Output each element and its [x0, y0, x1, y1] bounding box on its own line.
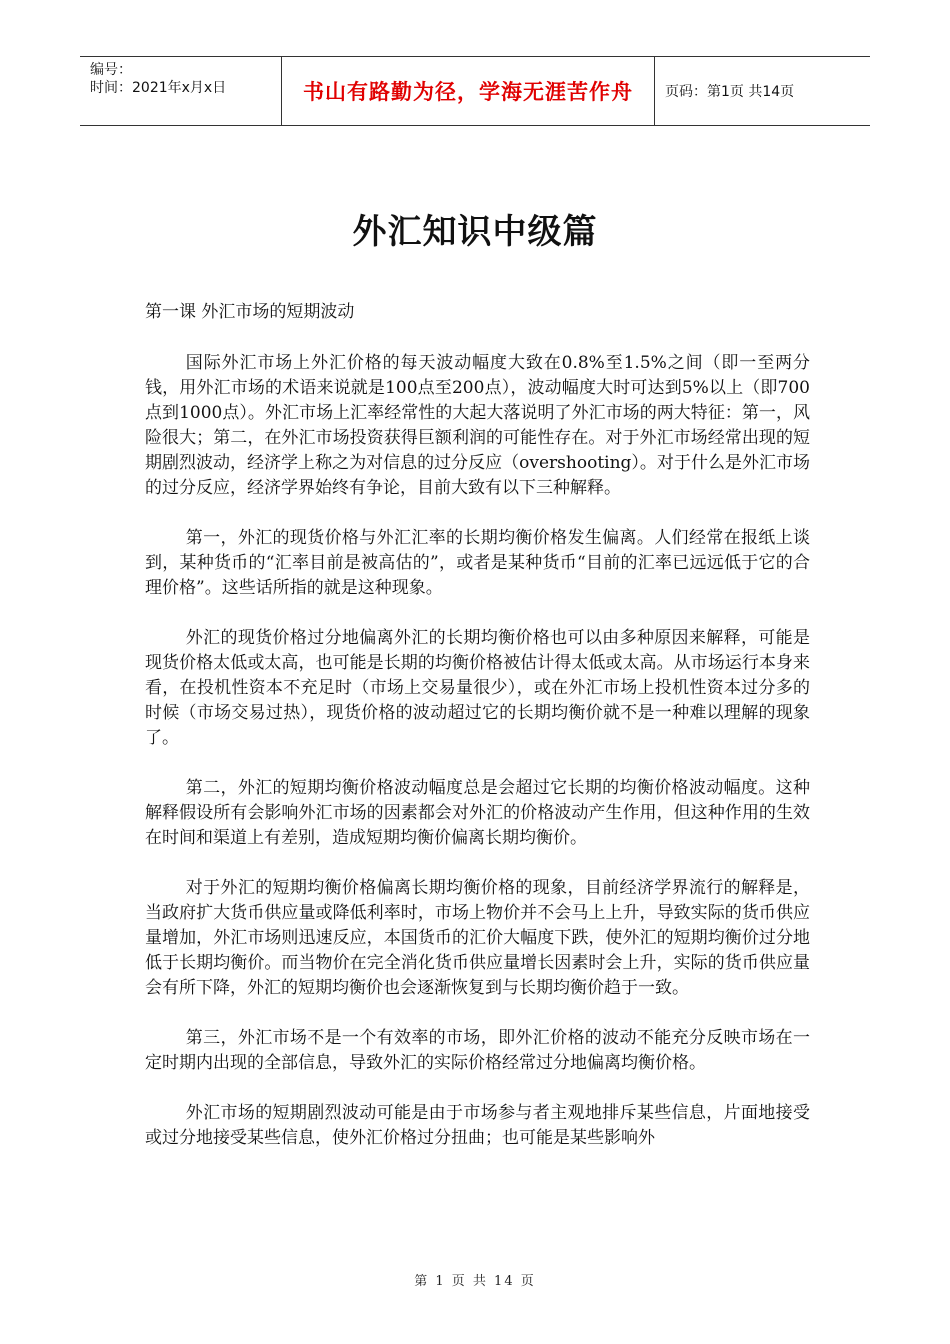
paragraph: 对于外汇的短期均衡价格偏离长期均衡价格的现象，目前经济学界流行的解释是，当政府扩大货币供应量或降低利率时，市场上物价并不会马上上升，导致实际的货币供应量增加，外汇市场则迅速反应，本国货币的汇价大幅度下跌，使外汇的短期均衡价过分地低于长期均衡价。而当物价在完全消化货币供应量增长因素时会上升，实际的货币供应量会有所下降，外汇的短期均衡价也会逐渐恢复到与长期均衡价趋于一致。 — [145, 878, 810, 998]
paragraph: 国际外汇市场上外汇价格的每天波动幅度大致在0.8%至1.5%之间（即一至两分钱，用外汇市场的术语来说就是100点至200点），波动幅度大时可达到5%以上（即700点到1000点）。外汇市场上汇率经常性的大起大落说明了外汇市场的两大特征：第一，风险很大；第二，在外汇市场投资获得巨额利润的可能性存在。对于外汇市场经常出现的短期剧烈波动，经济学上称之为对信息的过分反应（overshooting）。对于什么是外汇市场的过分反应，经济学界始终有争论，目前大致有以下三种解释。 — [145, 353, 810, 498]
header-motto: 书山有路勤为径，学海无涯苦作舟 — [303, 80, 633, 104]
header-page-info: 页码：第1页 共14页 — [665, 84, 795, 100]
paragraph: 第二，外汇的短期均衡价格波动幅度总是会超过它长期的均衡价格波动幅度。这种解释假设所有会影响外汇市场的因素都会对外汇的价格波动产生作用，但这种作用的生效在时间和渠道上有差别，造成短期均衡价偏离长期均衡价。 — [145, 778, 810, 848]
document-number-label: 编号： — [90, 62, 132, 78]
document-header — [80, 56, 870, 126]
header-motto-cell — [281, 57, 655, 125]
document-time: 时间：2021年x月x日 — [90, 80, 227, 96]
paragraph: 第一，外汇的现货价格与外汇汇率的长期均衡价格发生偏离。人们经常在报纸上谈到，某种货币的“汇率目前是被高估的”，或者是某种货币“目前的汇率已远远低于它的合理价格”。这些话所指的就是这种现象。 — [145, 528, 810, 598]
paragraph: 外汇市场的短期剧烈波动可能是由于市场参与者主观地排斥某些信息，片面地接受或过分地接受某些信息，使外汇价格过分扭曲；也可能是某些影响外 — [145, 1103, 810, 1148]
paragraph: 第三，外汇市场不是一个有效率的市场，即外汇价格的波动不能充分反映市场在一定时期内出现的全部信息，导致外汇的实际价格经常过分地偏离均衡价格。 — [145, 1028, 810, 1073]
paragraph: 外汇的现货价格过分地偏离外汇的长期均衡价格也可以由多种原因来解释，可能是现货价格太低或太高，也可能是长期的均衡价格被估计得太低或太高。从市场运行本身来看，在投机性资本不充足时（市场上交易量很少），或在外汇市场上投机性资本过分多的时候（市场交易过热），现货价格的波动超过它的长期均衡价就不是一种难以理解的现象了。 — [145, 628, 810, 748]
document-body — [145, 300, 810, 1176]
lesson-heading: 第一课 外汇市场的短期波动 — [145, 302, 355, 322]
page-footer: 第 1 页 共 14 页 — [414, 1274, 536, 1289]
header-meta — [80, 57, 281, 125]
document-title: 外汇知识中级篇 — [352, 212, 598, 252]
